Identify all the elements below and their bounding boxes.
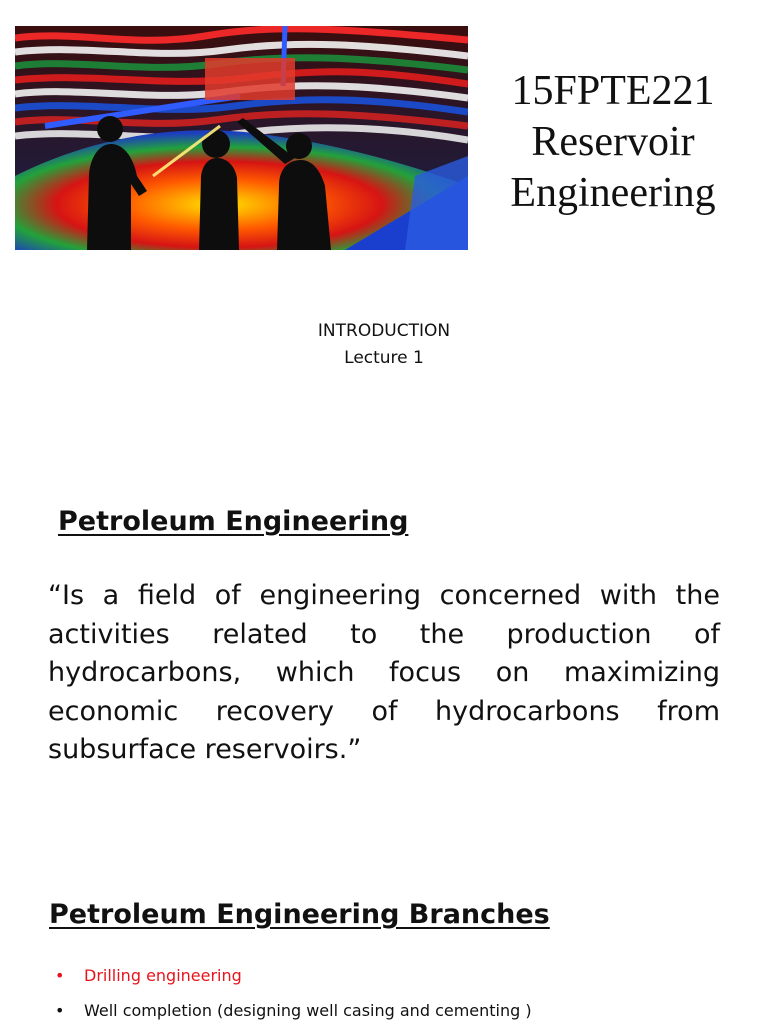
introduction-block	[234, 318, 534, 372]
bullet-icon: •	[55, 1001, 65, 1020]
introduction-label: INTRODUCTION	[317, 321, 451, 341]
branches-list	[50, 958, 730, 1028]
branches-heading: Petroleum Engineering Branches	[49, 899, 550, 930]
course-title	[488, 66, 738, 219]
bullet-icon: •	[55, 966, 65, 985]
lecture-number: Lecture 1	[344, 348, 424, 368]
course-code: 15FPTE221	[511, 68, 715, 114]
list-item	[50, 993, 730, 1028]
branch-label: Well completion (designing well casing and cementing )	[84, 1001, 532, 1020]
petroleum-engineering-definition: “Is a field of engineering concerned with the activities related to the production of hydrocarbons, which focus on maximizing economic recovery of hydrocarbons from subsurface reservoirs.”	[48, 580, 720, 766]
course-name-line-1: Reservoir	[531, 119, 695, 165]
petroleum-engineering-heading: Petroleum Engineering	[58, 506, 409, 537]
seismic-visualization-image	[15, 26, 468, 250]
branch-label: Drilling engineering	[84, 966, 242, 985]
course-name-line-2: Engineering	[510, 170, 716, 216]
list-item	[50, 958, 730, 993]
